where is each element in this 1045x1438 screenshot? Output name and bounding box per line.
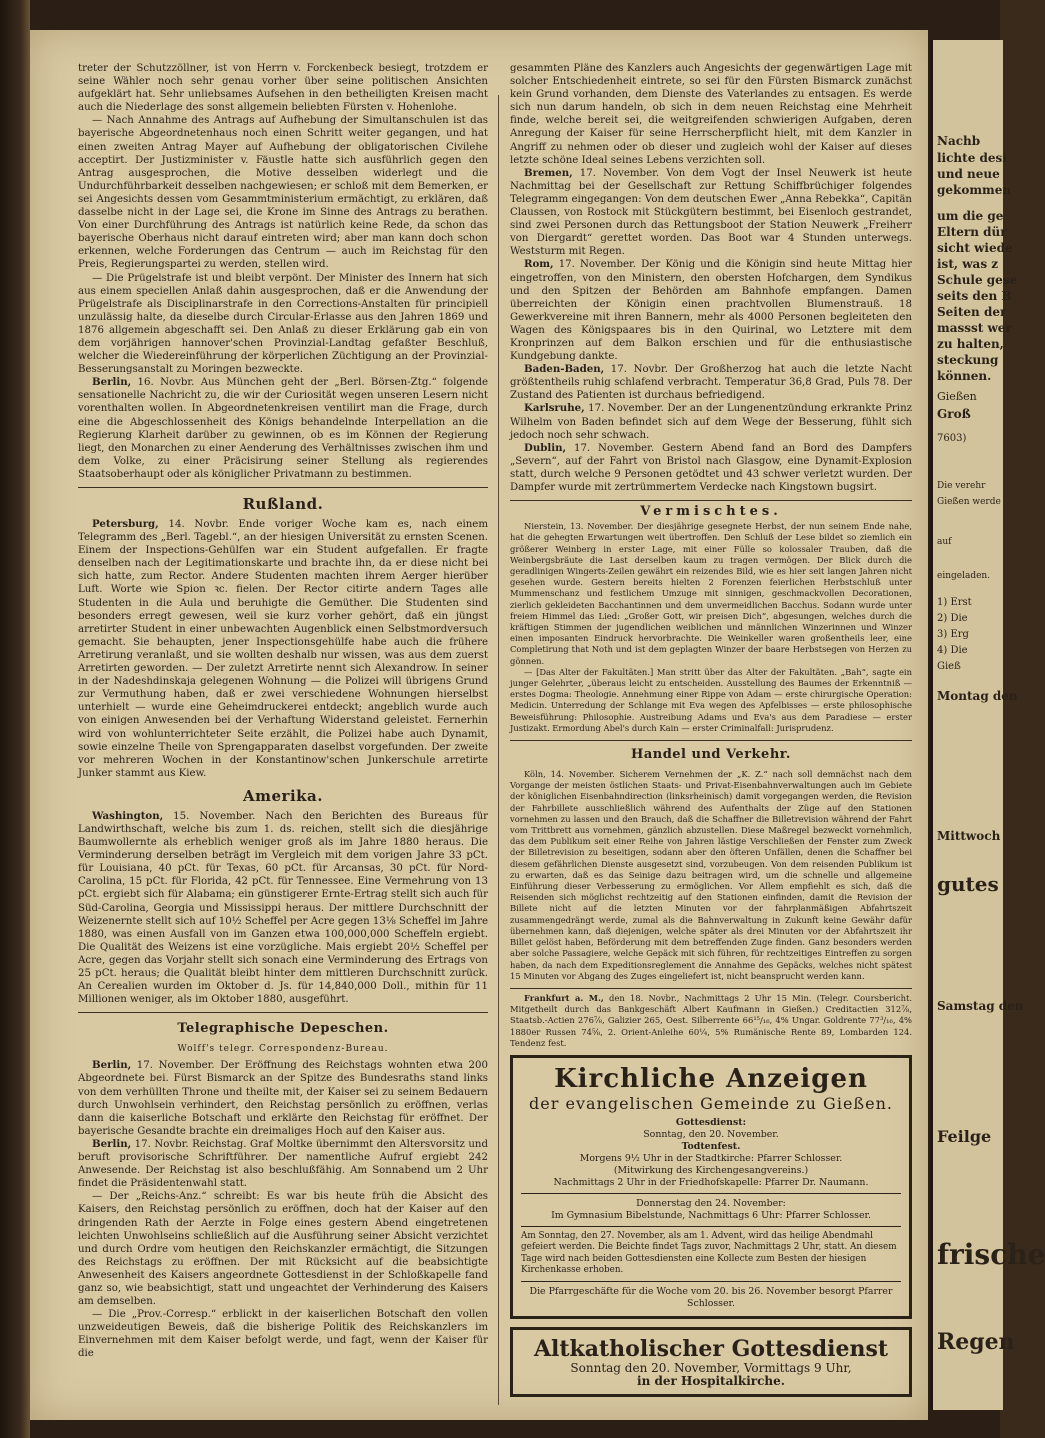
fragment-text: gekommen	[937, 183, 1012, 197]
dateline: Rom,	[524, 258, 554, 271]
book-binding	[0, 0, 30, 1438]
section-heading-vermischtes: Vermischtes.	[640, 504, 782, 520]
dateline: Berlin,	[92, 1137, 132, 1150]
ad-divider	[521, 1281, 901, 1282]
ad-line: Nachmittags 2 Uhr in der Friedhofskapelle: Pfarrer Dr. Naumann.	[553, 1176, 869, 1188]
article-paragraph: — Der „Reichs-Anz.“ schreibt: Es war bis heute früh die Absicht des Kaisers, den Reichstag persönlich zu eröffnen, doch hat der Kaiser auf den dringenden Rath der Aerzte in Folge eines gestern Abend eingetretenen leichten Unwohlseins schließlich auf die Ausführung seiner Absicht verzichtet und durch Ordre vom heutigen den Reichskanzler ermächtigt, die Sitzungen des Reichstags zu eröffnen. Der mit Rücksicht auf die beabsichtigte Anwesenheit des Kaisers angeordnete Gottesdienst in der Schloßkapelle fand ganz so, wie beabsichtigt, statt und ungeachtet der Verhinderung des Kaisers am demselben.	[78, 1191, 488, 1308]
fragment-text: lichte desi	[937, 151, 1007, 165]
fragment-text: können.	[937, 369, 992, 383]
article-paragraph: — Nach Annahme des Antrags auf Aufhebung der Simultanschulen ist das bayerische Abgeordnetenhaus noch einen Schritt weiter gegangen, und hat einen zweiten Antrag Mayer auf Aufhebung der obligatorischen Civilehe acceptirt. Der Justizminister v. Fäustle hatte sich ausführlich gegen den Antrag ausgesprochen, die Motive desselben widerlegt und die Undurchführbarkeit desselben nachgewiesen; er schloß mit dem Bemerken, er sei Angesichts dessen vom Gesammtministerium ermächtigt, zu erklären, daß dasselbe nicht in der Lage sei, die Krone im Sinne des Antrags zu berathen. Von einer Durchführung des Antrags ist natürlich keine Rede, da schon das bayerische Oberhaus nicht darauf eintreten wird; aber man kann doch schon erkennen, welche Forderungen das Centrum — auch im Reichstag für den Preis, Regierungspartei zu werden, stellen wird.	[78, 115, 488, 271]
fragment-text: frische	[937, 1238, 1045, 1271]
fragment-text: Eltern dür	[937, 225, 1007, 239]
stock-report: Frankfurt a. M., den 18. Novbr., Nachmittags 2 Uhr 15 Min. (Telegr. Coursbericht. Mitgetheilt durch das Bankgeschäft Albert Kaufmann in Gießen.) Creditactien 312⅞, Staatsb.-Actien 276⅞, Galizier 265, Oest. Silberrente 66¹⁵/₁₆, 4% Ungar. Goldrente 77³/₁₆, 4% 1880er Russen 74⅝, 2. Orient-Anleihe 60¼, 5% Rumänische Rente 89, Lombarden 124. Tendenz fest.	[510, 992, 912, 1048]
column-divider	[498, 95, 499, 1405]
article-paragraph: Baden-Baden, 17. Novbr. Der Großherzog hat auch die letzte Nacht größtentheils ruhig schlafend verbracht. Temperatur 36,8 Grad, Puls 78. Der Zustand des Patienten ist durchaus befriedigend.	[510, 363, 912, 402]
article-paragraph: Berlin, 17. November. Der Eröffnung des Reichstags wohnten etwa 200 Abgeordnete bei. Fürst Bismarck an der Spitze des Bundesraths stand links von dem verhüllten Throne und theilte mit, der Kaiser sei zu seinem Bedauern durch Unwohlsein verhindert, den Reichstag persönlich zu eröffnen, verlas dann die kaiserliche Botschaft und erklärte den Reichstag für eröffnet. Der bayerische Gesandte brachte ein dreimaliges Hoch auf den Kaiser aus.	[78, 1059, 488, 1137]
dateline: Washington,	[92, 809, 164, 822]
fragment-text: Gießen	[937, 390, 977, 403]
article-paragraph: Köln, 14. November. Sicherem Vernehmen der „K. Z.“ nach soll demnächst nach dem Vorgange der meisten östlichen Staats- und Privat-Eisenbahnverwaltungen auch im Gebiete der königlichen Eisenbahndirection (linksrheinisch) damit vorgegangen werden, die Revision der Fahrbillete ausschließlich während des Aufenthalts der Züge auf den Stationen vornehmen zu lassen und den Brauch, daß die Schaffner die Billetrevision während der Fahrt vom Trittbrett aus vornehmen, gänzlich abzustellen. Diese Maßregel bezweckt vornehmlich, das dem Publikum seit einer Reihe von Jahren lästige Verschließen der Fenster zum Zweck der Billetrevision zu beseitigen, sodann aber den öfteren Unfällen, denen die Schaffner bei diesem gefährlichen Dienste ausgesetzt sind, vorzubeugen. Von dem reisenden Publikum ist zu erwarten, daß es das Seinige dazu beitragen wird, um die schnelle und allgemeine Einführung dieser Verbesserung zu ermöglichen. Vor Allem empfiehlt es sich, daß die Reisenden sich möglichst rechtzeitig auf den Stationen einfinden, damit die Revision der Billete nicht auf die letzten Minuten vor der fahrplanmäßigen Abfahrtszeit zusammengedrängt werde, zumal als die Bahnverwaltung in Zukunft keine Gewähr dafür übernehmen kann, daß diejenigen, welche später als drei Minuten vor der Abfahrtszeit ihr Billet gelöst haben, Beförderung mit dem betreffenden Zuge finden. Ganz besonders werden aber solche Passagiere, welche Gepäck mit sich führen, für rechtzeitiges Eintreffen zu sorgen haben, da nach dem Expeditionsreglement die Annahme des Gepäcks, welches nicht spätest 15 Minuten vor Abgang des Zuges eingeliefert ist, nicht beansprucht werden kann.	[510, 769, 912, 981]
ad-line: Donnerstag den 24. November:	[636, 1197, 786, 1209]
fragment-text: Die verehr	[937, 481, 986, 491]
article-paragraph: treter der Schutzzöllner, ist von Herrn v. Forckenbeck besiegt, trotzdem er seine Wähler noch sehr genau vorher über seine politischen Ansichten aufgeklärt hat. Sehr unliebsames Aufsehen in den betheiligten Kreisen macht auch die Niederlage des sonst allgemein beliebten Fürsten v. Hohenlohe.	[78, 63, 488, 114]
dateline: Berlin,	[92, 1059, 132, 1072]
fragment-text: 3) Erg	[937, 629, 969, 640]
section-heading-russland: Rußland.	[242, 495, 324, 513]
fragment-text: Samstag den	[937, 999, 1024, 1013]
fragment-text: Nachb	[937, 134, 981, 148]
dateline: Frankfurt a. M.,	[524, 992, 604, 1003]
ad-line: Die Pfarrgeschäfte für die Woche vom 20. bis 26. November besorgt Pfarrer Schlosser.	[529, 1285, 893, 1309]
article-paragraph: Washington, 15. November. Nach den Berichten des Bureaus für Landwirthschaft, welche bis zum 1. ds. reichen, stellt sich die diesjährige Baumwollernte als erheblich weniger groß als im Jahre 1880 heraus. Die Verminderung derselben beträgt im Vergleich mit dem vorigen Jahre 33 pCt. für Louisiana, 40 pCt. für Texas, 60 pCt. für Arcansas, 30 pCt. für Nord-Carolina, 15 pCt. für Florida, 42 pCt. für Tennessee. Eine Vermehrung von 13 pCt. ergiebt sich für Alabama; ein günstigerer Ernte-Ertrag stellt sich auch für Süd-Carolina, Georgia und Mississippi heraus. Der mittlere Durchschnitt der Weizenernte stellt sich auf 10½ Scheffel per Acre gegen 13⅛ Scheffel im Jahre 1880, was einen Ausfall von im Ganzen etwa 100,000,000 Scheffeln ergiebt. Die Qualität des Weizens ist eine vorzügliche. Mais ergiebt 20½ Scheffel per Acre, gegen das Vorjahr stellt sich sonach eine Verminderung des Ertrags von 25 pCt. heraus; die Qualität bleibt hinter dem mittleren Durchschnitt zurück. An Cerealien wurden im Oktober d. Js. für 14,840,000 Doll., mithin für 11 Millionen weniger, als im Oktober 1880, ausgeführt.	[78, 809, 488, 1006]
old-catholic-service-ad	[510, 1327, 912, 1397]
fragment-text: steckung	[937, 353, 999, 367]
ad-title: Altkatholischer Gottesdienst	[533, 1335, 889, 1362]
section-heading-amerika: Amerika.	[243, 786, 323, 805]
ad-line: Todtenfest.	[681, 1140, 741, 1152]
fragment-text: eingeladen.	[937, 571, 991, 581]
article-paragraph: gesammten Pläne des Kanzlers auch Angesichts der gegenwärtigen Lage mit solcher Entschiedenheit eintrete, so sei für den Fürsten Bismarck zunächst kein Grund vorhanden, dem Dienste des Vaterlandes zu entsagen. Es werde sich nun darum handeln, ob sich in dem neuen Reichstag eine Mehrheit finde, welche bereit sei, die weitgreifenden schwierigen Aufgaben, deren Anregung der Kaiser für seine Herrscherpflicht hielt, mit dem Kanzler in Angriff zu nehmen oder ob dieser und zugleich wohl der Kaiser auf dieses letzte schöne Ideal seines Lebens verzichten soll.	[510, 63, 912, 166]
section-rule	[510, 988, 912, 989]
dateline: Dublin,	[524, 441, 567, 454]
dateline: Baden-Baden,	[524, 363, 605, 376]
dateline: Petersburg,	[92, 518, 159, 530]
ad-divider	[521, 1193, 901, 1194]
article-paragraph: Petersburg, 14. Novbr. Ende voriger Woche kam es, nach einem Telegramm des „Berl. Tagebl.“, an der hiesigen Universität zu ernsten Scenen. Einem der Inspections-Gehülfen war ein Student aufgefallen. Er fragte denselben nach der Legitimationskarte und brachte ihn, da er diese nicht bei sich hatte, zum Rector. Andere Studenten machten ihrem Aerger hierüber Luft. Worte wie Spion ꝛc. fielen. Der Rector citirte andern Tages alle Studenten in die Aula und beruhigte die Gemüther. Die Studenten sind besonders erregt gewesen, weil sie kurz vorher gehört, daß ein jüngst arretirter Student in einer unbewachten Augenblick einen Selbstmordversuch gemacht. Sie behaupten, jener Inspectionsgehülfe habe auch die frühere Arretirung veranlaßt, und sie wollten deshalb nur wissen, was aus dem zuerst Arretirten geworden. — Der zuletzt Arretirte nennt sich Alexandrow. In seiner in der Nadeshdinskaja gelegenen Wohnung — die Polizei will übrigens Grund zur Vermuthung haben, daß er zwei verschiedene Wohnungen hierselbst unterhielt — wurde eine Geheimdruckerei entdeckt; angeblich wurde auch von einigen Anwesenden bei der Verhaftung Widerstand geleistet. Fernerhin wird von wohlunterrichteter Seite erzählt, die Polizei habe auch Dynamit, sowie einzelne Theile von Sprengapparaten daselbst vorgefunden. Der zweite vor mehreren Wochen in der Konstantinow'schen Junkerschule arretirte Junker stammt aus Kiew.	[78, 518, 488, 779]
fragment-text: Groß	[937, 407, 971, 421]
article-paragraph: — Die „Prov.-Corresp.“ erblickt in der kaiserlichen Botschaft den vollen unzweideutigen Beweis, daß die bisherige Politik des Reichskanzlers im Einvernehmen mit dem Kaiser befolgt werde, und fagt, wenn der Kaiser für die	[78, 1309, 488, 1360]
fragment-text: Regen	[937, 1329, 1015, 1355]
fragment-text: Schule gese	[937, 273, 1018, 287]
ad-divider	[521, 1226, 901, 1227]
ad-subtitle: der evangelischen Gemeinde zu Gießen.	[529, 1093, 893, 1113]
ad-line: Am Sonntag, den 27. November, als am 1. Advent, wird das heilige Abendmahl gefeiert werden. Die Beichte findet Tags zuvor, Nachmittags 2 Uhr, statt. An diesem Tage wird nach beiden Gottesdiensten eine Kollecte zum Besten der hiesigen Kirchenkasse erhoben.	[521, 1230, 897, 1276]
fragment-text: massst wer	[937, 321, 1012, 335]
article-paragraph: Bremen, 17. November. Von dem Vogt der Insel Neuwerk ist heute Nachmittag bei der Gesellschaft zur Rettung Schiffbrüchiger folgendes Telegramm eingegangen: Von dem deutschen Ewer „Anna Rebekka“, Capitän Claussen, von Rostock mit Stückgütern bestimmt, bei Eisenloch gestrandet, sind zwei Personen durch das Rettungsboot der Station Neuwerk „Freiherr von Diergardt“ gerettet worden. Das Boot war 4 Stunden unterwegs. Weststurm mit Regen.	[510, 166, 912, 258]
article-paragraph: Dublin, 17. November. Gestern Abend fand an Bord des Dampfers „Severn“, auf der Fahrt von Bristol nach Glasgow, eine Dynamit-Explosion statt, durch welche 9 Personen getödtet und 43 schwer verletzt wurden. Der Dampfer wurde mit zertrümmertem Verdecke nach Kingstown bugsirt.	[510, 441, 912, 493]
article-paragraph: Berlin, 16. Novbr. Aus München geht der „Berl. Börsen-Ztg.“ folgende sensationelle Nachricht zu, die wir der Curiosität wegen unseren Lesern nicht vorenthalten wollen. In Abgeordnetenkreisen ventilirt man die Frage, durch eine die Abgeschlossenheit des Königs behandelnde Interpellation an die Regierung Klarheit darüber zu gewinnen, ob es im Können der Regierung liegt, den Monarchen zu einer Aenderung des Verhältnisses zwischen ihm und dem Volke, zu einer Präcisirung seiner Stellung als regierendes Staatsoberhaupt oder als königlicher Privatmann zu bestimmen.	[78, 376, 488, 480]
fragment-text: auf	[937, 537, 952, 547]
fragment-text: um die ge	[937, 209, 1004, 223]
section-heading-handel: Handel und Verkehr.	[631, 747, 791, 763]
section-subheading: Wolff's telegr. Correspondenz-Bureau.	[177, 1044, 389, 1055]
adjacent-page-edge	[930, 40, 1045, 1410]
fragment-text: Feilge	[937, 1127, 992, 1146]
section-heading-telegraphic: Telegraphische Depeschen.	[177, 1021, 389, 1037]
article-paragraph: — Die Prügelstrafe ist und bleibt verpönt. Der Minister des Innern hat sich aus einem speciellen Anlaß dahin ausgesprochen, daß er die Anwendung der Prügelstrafe als Disciplinarstrafe in den Corrections-Anstalten für principiell unzulässig halte, da dieselbe durch Circular-Erlasse aus den Jahren 1869 und 1876 allgemein abgeschafft sei. Den Anlaß zu dieser Erklärung gab ein von dem vorjährigen hannover'schen Provinzial-Landtag gefaßter Beschluß, welcher die Wiedereinführung der körperlichen Züchtigung an der Provinzial-Besserungsanstalt zu Moringen bezweckte.	[78, 272, 488, 376]
fragment-text: und neue	[937, 167, 1000, 181]
section-rule	[78, 487, 488, 488]
fragment-text: Seiten der	[937, 305, 1007, 319]
ad-title: Kirchliche Anzeigen	[554, 1063, 868, 1094]
dateline: Karlsruhe,	[524, 402, 585, 415]
fragment-text: Gießen werde	[937, 497, 1001, 507]
left-column	[78, 62, 488, 1361]
fragment-text: Montag den	[937, 689, 1018, 703]
ad-line: Morgens 9½ Uhr in der Stadtkirche: Pfarrer Schlosser.	[579, 1152, 843, 1164]
dateline: Berlin,	[92, 376, 132, 389]
ad-line: Im Gymnasium Bibelstunde, Nachmittags 6 Uhr: Pfarrer Schlosser.	[551, 1209, 871, 1221]
fragment-text: gutes	[937, 872, 999, 896]
article-paragraph: Rom, 17. November. Der König und die Königin sind heute Mittag hier eingetroffen, von den Ministern, den obersten Hofchargen, dem Syndikus und den Spitzen der Behörden am Bahnhofe empfangen. Damen überreichten der Königin einen prachtvollen Blumenstrauß. 18 Gewerkvereine mit ihren Bannern, mehr als 4000 Personen begleiteten den Wagen des Königspaares bis in den Quirinal, wo Letztere mit dem Kronprinzen auf dem Balkon erschien und für die enthusiastische Kundgebung dankte.	[510, 258, 912, 363]
fragment-text: sicht wiede	[937, 241, 1013, 255]
right-column	[510, 62, 912, 1397]
section-rule	[510, 740, 912, 741]
fragment-text: 4) Die	[937, 645, 968, 656]
article-paragraph: Nierstein, 13. November. Der diesjährige gesegnete Herbst, der nun seinem Ende nahe, hat die gehegten Erwartungen weit übertroffen. Den Schluß der Lese bildet so ziemlich ein größerer Weinberg in erster Lage, mit einer Fülle so kolossaler Trauben, daß die Weinbergsbräute die Last derselben kaum zu tragen vermögen. Der Blick durch die geradlinigen Wingerts-Zeilen gewährt ein reizendes Bild, wie es hier seit langen Jahren nicht gesehen wurde. Gestern bereits hielten 2 Forenzen feierlichen Herbstschluß unter Mummenschanz und festlichem Umzuge mit sinnigen, geschmackvollen Decorationen, zierlich gekleideten Bacchantinnen und dem unvermeidlichen Bacchus. Sodann wurde unter freiem Himmel das Lied: „Großer Gott, wir preisen Dich“, abgesungen, welches durch die kräftigen Stimmen der jugendlichen weiblichen und männlichen Winzerinnen und Winzer einen imposanten Eindruck hervorbrachte. Die Weinkeller waren großentheils leer, eine Completirung that Noth und ist dem geplagten Winzer der baare Herbstsegen von Herzen zu gönnen.	[510, 521, 912, 666]
fragment-text: 7603)	[937, 433, 967, 444]
ad-line: Sonntag den 20. November, Vormittags 9 Uhr,	[570, 1360, 852, 1375]
church-notice-ad	[510, 1055, 912, 1319]
ad-line: (Mitwirkung des Kirchengesangvereins.)	[613, 1164, 809, 1176]
section-rule	[510, 500, 912, 501]
ad-line: in der Hospitalkirche.	[637, 1374, 785, 1389]
fragment-text: zu halten,	[937, 337, 1004, 351]
section-rule	[78, 1012, 488, 1013]
dateline: Bremen,	[524, 166, 573, 179]
fragment-text: ist, was z	[937, 257, 999, 271]
article-paragraph: Berlin, 17. Novbr. Reichstag. Graf Moltke übernimmt den Altersvorsitz und beruft provisorische Schriftführer. Der namentliche Aufruf ergiebt 242 Anwesende. Der Reichstag ist also beschlußfähig. Am Sonnabend um 2 Uhr findet die Präsidentenwahl statt.	[78, 1137, 488, 1190]
article-paragraph: — [Das Alter der Fakultäten.] Man stritt über das Alter der Fakultäten. „Bah“, sagte ein junger Gelehrter, „überaus leicht zu entscheiden. Ausstellung des Baumes der Erkenntniß — erstes Dogma: Theologie. Annehmung einer Rippe von Adam — erste chirurgische Operation: Medicin. Unterredung der Schlange mit Eva wegen des Apfelbisses — erste philosophische Beweisführung: Philosophie. Austreibung Adams und Eva's aus dem Paradiese — erster Justizakt. Ermordung Abel's durch Kain — erster Criminalfall: Jurisprudenz.	[510, 666, 912, 733]
ad-line: Sonntag, den 20. November.	[643, 1128, 779, 1140]
fragment-text: 2) Die	[937, 613, 968, 624]
fragment-text: Mittwoch	[937, 829, 1001, 843]
fragment-text: Gieß	[937, 661, 961, 672]
article-paragraph: Karlsruhe, 17. November. Der an der Lungenentzündung erkrankte Prinz Wilhelm von Baden befindet sich auf dem Wege der Besserung, fühlt sich jedoch noch sehr schwach.	[510, 402, 912, 441]
fragment-text: 1) Erst	[937, 597, 972, 608]
ad-heading: Gottesdienst:	[675, 1116, 747, 1128]
fragment-text: seits den B	[937, 289, 1012, 303]
